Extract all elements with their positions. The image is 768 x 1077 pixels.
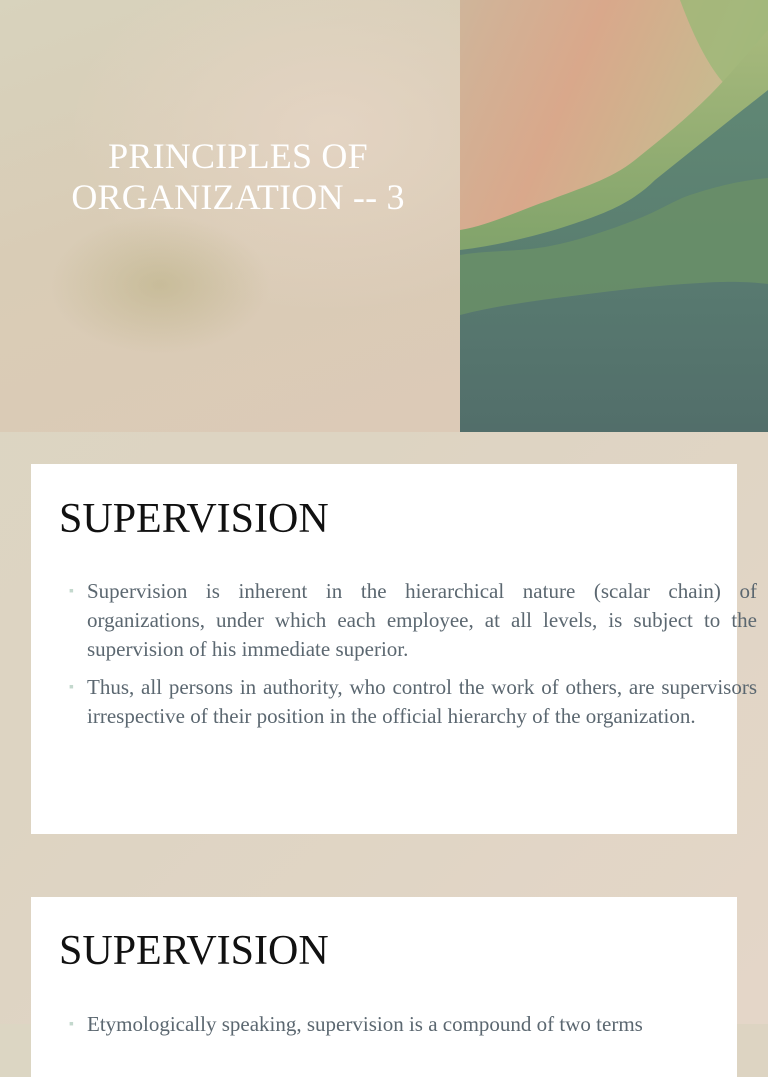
bullet-text: Supervision is inherent in the hierarchical nature (scalar chain) of organizations, under which each employee, at all levels, is subject to the supervision of his immediate superior. [87,579,757,661]
bullet-icon: ▪ [69,584,74,599]
slide-heading: SUPERVISION [59,928,329,974]
slide-supervision-1 [31,464,757,834]
bullet-list [69,577,757,740]
abstract-landscape-art [460,0,768,432]
bullet-item [69,1010,757,1039]
bullet-icon: ▪ [69,680,74,695]
slide-supervision-2 [31,897,737,1077]
bullet-list [69,1010,757,1048]
slide-heading: SUPERVISION [59,496,329,542]
page-title: PRINCIPLES OF ORGANIZATION -- 3 [71,136,405,217]
bullet-item [69,673,757,731]
bullet-item [69,577,757,664]
bullet-icon: ▪ [69,1017,74,1032]
bullet-text: Thus, all persons in authority, who control the work of others, are supervisors irrespective of their position in the official hierarchy of the organization. [87,675,757,728]
bullet-text: Etymologically speaking, supervision is a compound of two terms [87,1012,643,1036]
title-background [0,0,460,432]
title-slide [0,0,768,432]
